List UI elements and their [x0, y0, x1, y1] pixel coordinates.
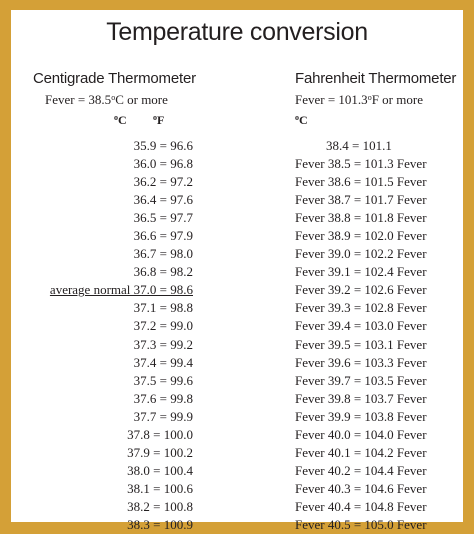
table-row	[33, 299, 193, 317]
table-row	[295, 516, 455, 534]
table-row	[33, 155, 193, 173]
centigrade-fever-suffix: C or more	[115, 92, 168, 107]
centigrade-heading: Centigrade Thermometer	[33, 70, 196, 87]
unit-c-label: C	[299, 113, 308, 127]
conversion-value: 36.7 = 98.0	[133, 246, 193, 262]
conversion-value: 36.4 = 97.6	[133, 192, 193, 208]
fahrenheit-table	[295, 137, 455, 534]
table-row	[33, 317, 193, 335]
conversion-value: 37.4 = 99.4	[133, 354, 193, 370]
table-row	[33, 137, 193, 155]
table-row	[33, 372, 193, 390]
conversion-value: Fever 39.2 = 102.6 Fever	[295, 282, 427, 298]
table-row	[295, 137, 455, 155]
fahrenheit-header	[295, 70, 455, 129]
table-row	[295, 390, 455, 408]
table-row	[295, 191, 455, 209]
unit-degree: o	[153, 113, 157, 122]
conversion-value: Fever 39.8 = 103.7 Fever	[295, 390, 427, 406]
conversion-value: 38.1 = 100.6	[127, 480, 193, 496]
conversion-value: 38.2 = 100.8	[127, 498, 193, 514]
table-row	[33, 191, 193, 209]
table-row	[33, 462, 193, 480]
centigrade-header	[33, 70, 223, 129]
conversion-value: Fever 40.3 = 104.6 Fever	[295, 480, 427, 496]
conversion-value: Fever 38.5 = 101.3 Fever	[295, 156, 427, 172]
table-row	[295, 480, 455, 498]
table-row	[33, 516, 193, 534]
conversion-value: Fever 40.0 = 104.0 Fever	[295, 426, 427, 442]
conversion-value: 38.4 = 101.1	[326, 138, 392, 153]
conversion-value: Fever 40.1 = 104.2 Fever	[295, 444, 427, 460]
table-row	[33, 354, 193, 372]
fahrenheit-fever-prefix: Fever = 101.3	[295, 92, 368, 107]
centigrade-table	[33, 137, 193, 534]
table-row	[33, 498, 193, 516]
table-row	[295, 155, 455, 173]
centigrade-unit-c	[114, 113, 127, 128]
conversion-value: Fever 40.5 = 105.0 Fever	[295, 516, 427, 532]
conversion-value: Fever 39.9 = 103.8 Fever	[295, 408, 427, 424]
table-row	[33, 444, 193, 462]
table-row	[295, 317, 455, 335]
centigrade-fever-prefix: Fever = 38.5	[45, 92, 112, 107]
table-row	[295, 372, 455, 390]
table-row	[295, 444, 455, 462]
conversion-value: 37.9 = 100.2	[127, 444, 193, 460]
table-row	[33, 209, 193, 227]
unit-degree: o	[114, 113, 118, 122]
table-row	[295, 336, 455, 354]
conversion-value: Fever 39.6 = 103.3 Fever	[295, 354, 427, 370]
conversion-value: 37.5 = 99.6	[133, 372, 193, 388]
table-row	[295, 245, 455, 263]
table-row	[33, 480, 193, 498]
conversion-value: 36.0 = 96.8	[133, 156, 193, 172]
conversion-value: Fever 38.8 = 101.8 Fever	[295, 210, 427, 226]
conversion-value: 38.3 = 100.9	[127, 516, 193, 532]
conversion-value: Fever 38.9 = 102.0 Fever	[295, 228, 427, 244]
conversion-value: Fever 39.5 = 103.1 Fever	[295, 336, 427, 352]
table-row	[295, 299, 455, 317]
table-row	[295, 354, 455, 372]
table-row	[33, 245, 193, 263]
fahrenheit-heading: Fahrenheit Thermometer	[295, 70, 457, 87]
table-row	[33, 390, 193, 408]
conversion-value: Fever 38.7 = 101.7 Fever	[295, 192, 427, 208]
table-row	[33, 281, 193, 299]
conversion-value: Fever 39.0 = 102.2 Fever	[295, 246, 427, 262]
fahrenheit-fever-degree: o	[367, 93, 372, 102]
table-row	[295, 173, 455, 191]
table-row	[295, 209, 455, 227]
centigrade-units	[33, 113, 223, 129]
table-row	[33, 263, 193, 281]
fahrenheit-units	[295, 113, 455, 129]
conversion-value: 37.2 = 99.0	[133, 318, 193, 334]
conversion-value: 36.5 = 97.7	[133, 210, 193, 226]
conversion-value: Fever 40.2 = 104.4 Fever	[295, 462, 427, 478]
table-row	[295, 408, 455, 426]
conversion-value: 37.1 = 98.8	[133, 300, 193, 316]
table-row	[33, 408, 193, 426]
table-row	[33, 426, 193, 444]
conversion-value: 36.8 = 98.2	[133, 264, 193, 280]
conversion-value: Fever 39.3 = 102.8 Fever	[295, 300, 427, 316]
conversion-value: Fever 40.4 = 104.8 Fever	[295, 498, 427, 514]
unit-f-label: F	[157, 113, 165, 127]
centigrade-fever-degree: o	[111, 93, 116, 102]
fahrenheit-unit-c	[295, 113, 308, 128]
table-row	[295, 263, 455, 281]
conversion-value: 36.6 = 97.9	[133, 228, 193, 244]
conversion-value: 37.6 = 99.8	[133, 390, 193, 406]
conversion-value: average normal 37.0 = 98.6	[49, 282, 193, 298]
conversion-value: Fever 39.1 = 102.4 Fever	[295, 264, 427, 280]
conversion-value: 37.3 = 99.2	[133, 336, 193, 352]
table-row	[295, 281, 455, 299]
unit-c-label: C	[118, 113, 127, 127]
unit-degree: o	[295, 113, 299, 122]
conversion-value: 37.7 = 99.9	[133, 408, 193, 424]
table-row	[33, 336, 193, 354]
table-row	[33, 173, 193, 191]
table-row	[295, 227, 455, 245]
conversion-value: Fever 39.7 = 103.5 Fever	[295, 372, 427, 388]
table-row	[33, 227, 193, 245]
table-row	[295, 426, 455, 444]
conversion-value: 38.0 = 100.4	[127, 462, 193, 478]
table-row	[295, 498, 455, 516]
fahrenheit-fever-threshold	[295, 92, 455, 108]
conversion-value: 37.8 = 100.0	[127, 426, 193, 442]
conversion-card	[11, 10, 463, 532]
page-title: Temperature conversion	[106, 18, 368, 46]
conversion-value: 35.9 = 96.6	[133, 138, 193, 153]
conversion-value: Fever 38.6 = 101.5 Fever	[295, 174, 427, 190]
fahrenheit-fever-suffix: F or more	[371, 92, 423, 107]
table-row	[295, 462, 455, 480]
centigrade-fever-threshold	[33, 92, 223, 108]
centigrade-unit-f	[153, 113, 164, 128]
conversion-value: Fever 39.4 = 103.0 Fever	[295, 318, 427, 334]
conversion-value: 36.2 = 97.2	[133, 174, 193, 190]
